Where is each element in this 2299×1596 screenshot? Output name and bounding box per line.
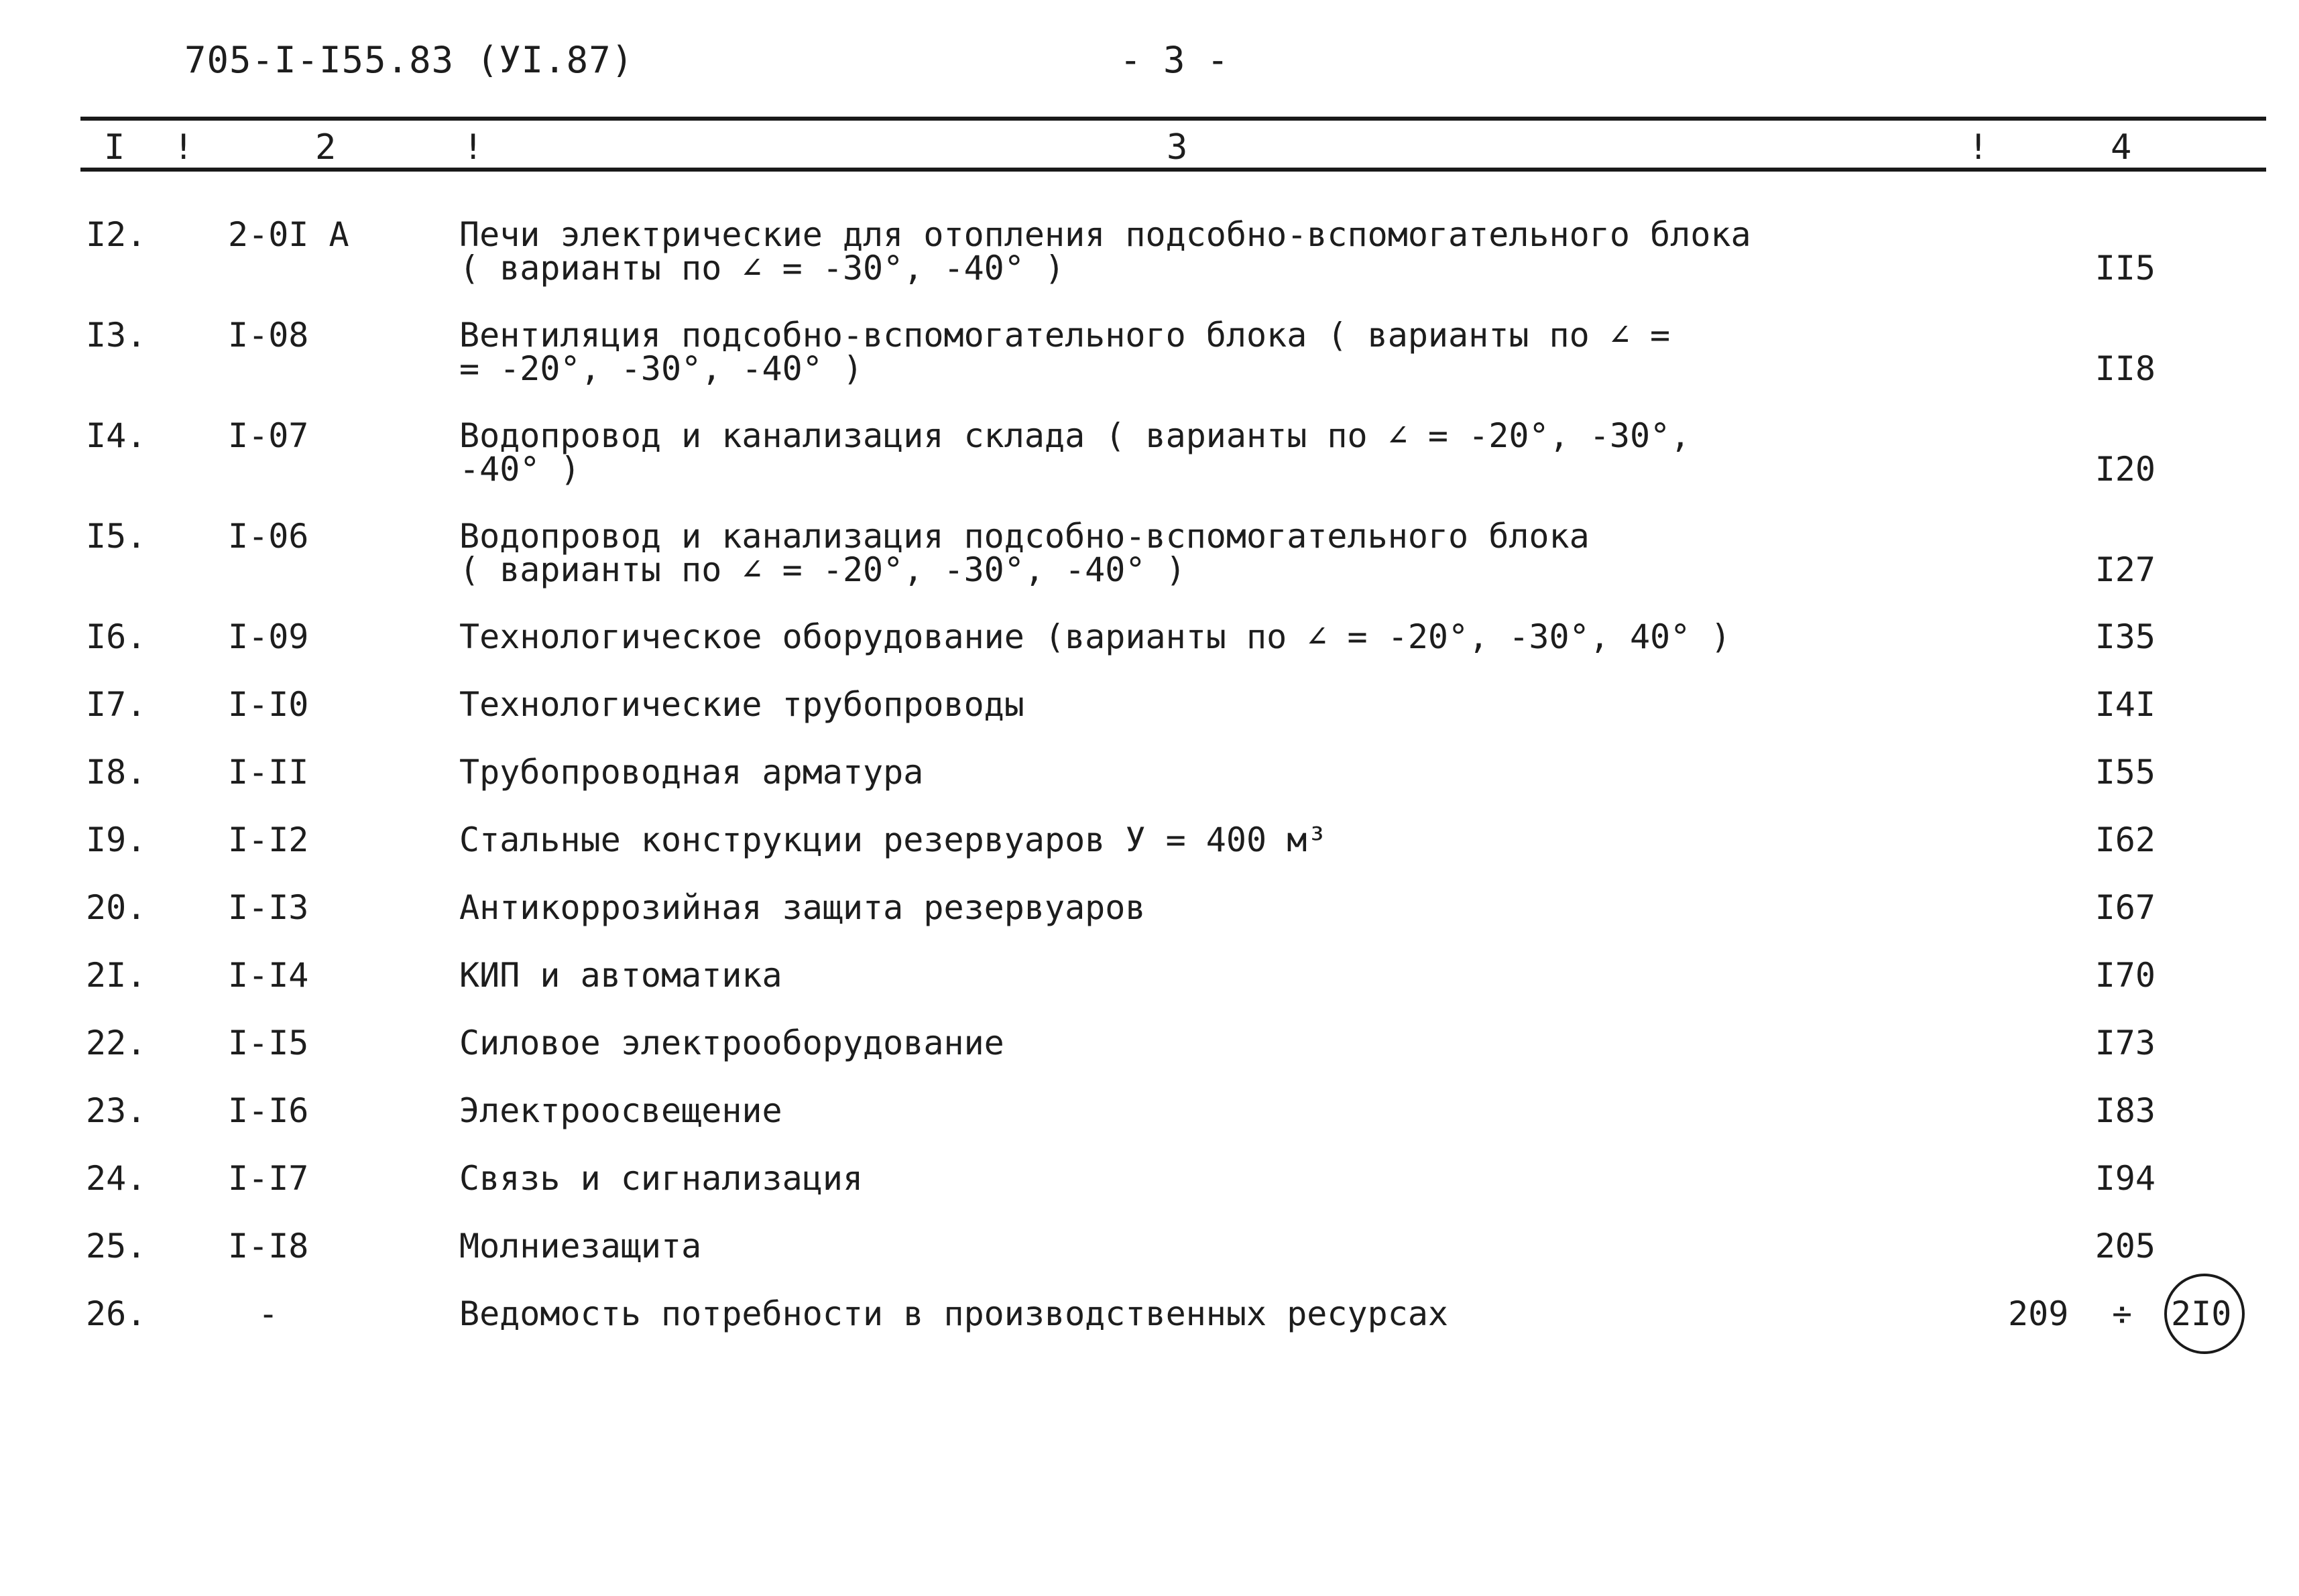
row-number: I8.	[86, 753, 147, 792]
document-code: 705-I-I55.83 (УI.87)	[184, 39, 634, 81]
row-number: I5.	[86, 517, 147, 556]
row-number: I4.	[86, 416, 147, 455]
row-page-range-separator: ÷	[2112, 1294, 2133, 1333]
row-code: I-I4	[228, 956, 309, 995]
row-description: Связь и сигнализация	[459, 1159, 864, 1198]
row-description: Технологическое оборудование (варианты по ∠ = -20°, -30°, 40° )	[459, 617, 1731, 656]
row-description: Ведомость потребности в производственных ресурсах	[459, 1294, 1449, 1333]
row-description: Печи электрические для отопления подсобно-вспомогательного блока	[459, 215, 1751, 254]
header-separator: !	[463, 127, 484, 168]
row-description: Электроосвещение	[459, 1091, 782, 1130]
table-header-rule	[80, 168, 2266, 172]
row-page: 205	[2095, 1227, 2156, 1266]
row-page: I83	[2095, 1091, 2156, 1130]
page-number: - 3 -	[1120, 39, 1229, 81]
row-description: КИП и автоматика	[459, 956, 782, 995]
row-code: I-II	[228, 753, 309, 792]
row-page: I55	[2095, 753, 2156, 792]
row-number: I2.	[86, 215, 147, 254]
row-code: 2-0I А	[228, 215, 349, 254]
row-number: 2I.	[86, 956, 147, 995]
row-page: I73	[2095, 1024, 2156, 1062]
row-number: 25.	[86, 1227, 147, 1266]
row-page: I62	[2095, 820, 2156, 859]
row-number: 20.	[86, 888, 147, 927]
row-code: I-I5	[228, 1024, 309, 1062]
row-description: Силовое электрооборудование	[459, 1024, 1004, 1062]
row-page: I20	[2095, 450, 2156, 489]
row-page-to: 2I0	[2171, 1294, 2232, 1333]
row-page: I67	[2095, 888, 2156, 927]
row-code: I-09	[228, 617, 309, 656]
row-number: I7.	[86, 685, 147, 724]
row-description: Водопровод и канализация подсобно-вспомогательного блока	[459, 517, 1590, 556]
row-code: I-I6	[228, 1091, 309, 1130]
row-number: I9.	[86, 820, 147, 859]
row-code: I-I2	[228, 820, 309, 859]
row-number: 22.	[86, 1024, 147, 1062]
row-description: Молниезащита	[459, 1227, 702, 1266]
row-page: II8	[2095, 349, 2156, 388]
row-number: 24.	[86, 1159, 147, 1198]
row-page: I70	[2095, 956, 2156, 995]
row-page: I94	[2095, 1159, 2156, 1198]
row-page: I27	[2095, 550, 2156, 589]
header-separator: !	[1968, 127, 1989, 168]
row-code: I-I8	[228, 1227, 309, 1266]
row-description: Трубопроводная арматура	[459, 753, 924, 792]
row-page: I35	[2095, 617, 2156, 656]
row-page: I4I	[2095, 685, 2156, 724]
row-description-continued: ( варианты по ∠ = -20°, -30°, -40° )	[459, 550, 1186, 589]
row-description: Технологические трубопроводы	[459, 685, 1024, 724]
row-description-continued: -40° )	[459, 450, 581, 489]
row-number: I6.	[86, 617, 147, 656]
row-number: 23.	[86, 1091, 147, 1130]
row-number: 26.	[86, 1294, 147, 1333]
row-code: I-I3	[228, 888, 309, 927]
row-code: -	[258, 1294, 279, 1333]
table-top-rule	[80, 117, 2266, 121]
row-code: I-07	[228, 416, 309, 455]
row-code: I-06	[228, 517, 309, 556]
row-code: I-I7	[228, 1159, 309, 1198]
header-col-1: I	[104, 127, 125, 168]
header-separator: !	[173, 127, 194, 168]
row-description: Антикоррозийная защита резервуаров	[459, 888, 1146, 927]
header-col-2: 2	[315, 127, 337, 168]
header-col-3: 3	[1167, 127, 1188, 168]
row-number: I3.	[86, 316, 147, 355]
row-description: Водопровод и канализация склада ( варианты по ∠ = -20°, -30°,	[459, 416, 1691, 455]
header-col-4: 4	[2111, 127, 2132, 168]
row-description: Вентиляция подсобно-вспомогательного блока ( варианты по ∠ =	[459, 316, 1671, 355]
row-code: I-I0	[228, 685, 309, 724]
row-description-continued: ( варианты по ∠ = -30°, -40° )	[459, 249, 1065, 288]
row-code: I-08	[228, 316, 309, 355]
row-page: II5	[2095, 249, 2156, 288]
row-description: Стальные конструкции резервуаров У = 400 м³	[459, 820, 1328, 859]
row-description-continued: = -20°, -30°, -40° )	[459, 349, 864, 388]
row-page-from: 209	[2008, 1294, 2069, 1333]
